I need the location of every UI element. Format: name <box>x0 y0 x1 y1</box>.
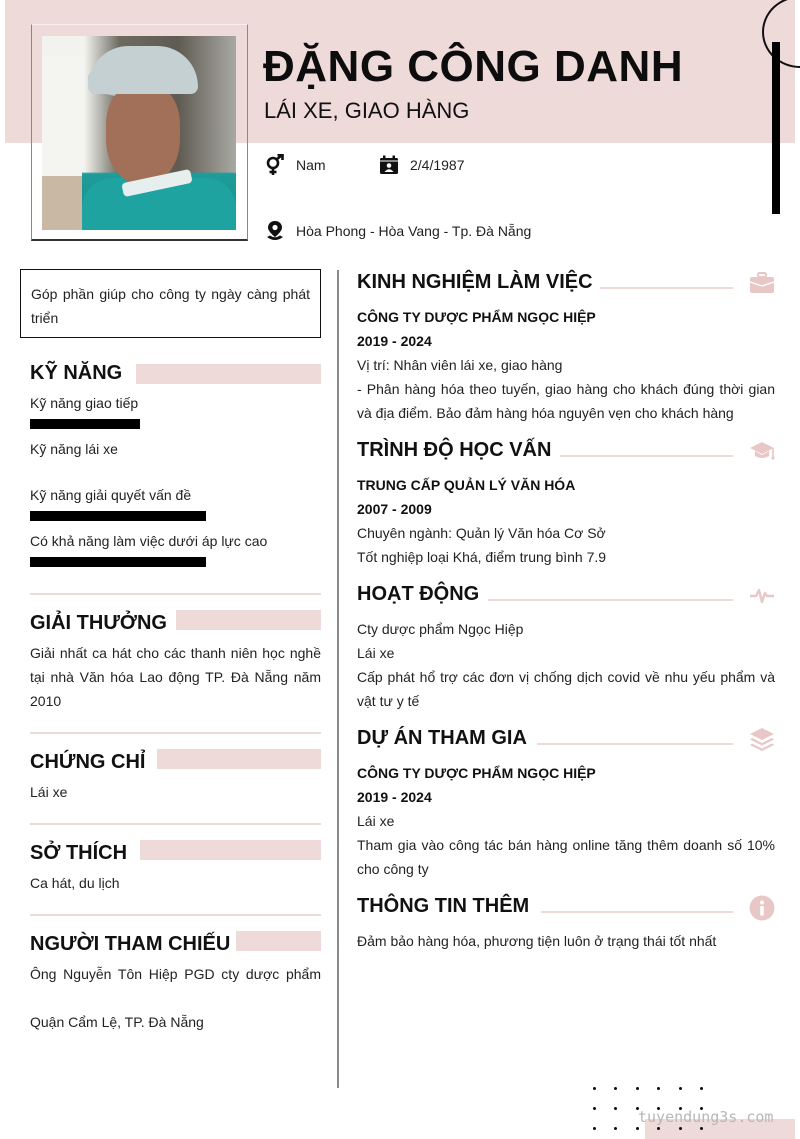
photo-building <box>42 176 82 230</box>
calendar-icon <box>378 154 400 176</box>
candidate-name: ĐẶNG CÔNG DANH <box>263 42 684 91</box>
section-line <box>537 743 733 745</box>
activities-title: HOẠT ĐỘNG <box>357 583 480 605</box>
experience-period: 2019 - 2024 <box>357 333 432 349</box>
photo-window <box>42 56 82 196</box>
education-school: TRUNG CẤP QUẢN LÝ VĂN HÓA <box>357 477 576 493</box>
education-section <box>357 439 775 569</box>
section-accent-bar <box>140 840 321 860</box>
additional-info-section <box>357 895 775 953</box>
skill-label: Kỹ năng giải quyết vấn đề <box>30 487 192 503</box>
section-divider <box>30 732 321 734</box>
experience-section <box>357 271 775 425</box>
dob-value: 2/4/1987 <box>410 157 465 173</box>
decorative-bar <box>772 42 780 214</box>
skills-title: KỸ NĂNG <box>30 362 123 384</box>
photo-cap <box>88 46 198 94</box>
address-info <box>264 220 531 242</box>
experience-description: - Phân hàng hóa theo tuyến, giao hàng cho khách đúng thời gian và địa điểm. Bảo đảm hàng hóa nguyên vẹn cho khách hàng <box>357 381 775 421</box>
activity-role: Lái xe <box>357 645 395 661</box>
avatar <box>42 36 236 230</box>
layers-icon <box>749 727 775 753</box>
references-title: NGƯỜI THAM CHIẾU <box>30 933 231 955</box>
info-icon <box>749 895 775 921</box>
project-description: Tham gia vào công tác bán hàng online tăng thêm doanh số 10% cho công ty <box>357 837 775 877</box>
projects-section <box>357 727 775 881</box>
reference-line-2: Quận Cẩm Lệ, TP. Đà Nẵng <box>30 1014 204 1030</box>
watermark: tuyendung3s.com <box>638 1108 774 1126</box>
activity-description: Cấp phát hổ trợ các đơn vị chống dịch covid về nhu yếu phẩm và vật tư y tế <box>357 669 775 709</box>
certificates-text: Lái xe <box>30 784 68 800</box>
section-line <box>541 911 733 913</box>
experience-company: CÔNG TY DƯỢC PHẨM NGỌC HIỆP <box>357 309 596 325</box>
dob-info <box>378 154 465 176</box>
skill-level-bar <box>30 511 206 521</box>
address-value: Hòa Phong - Hòa Vang - Tp. Đà Nẵng <box>296 223 532 239</box>
column-divider <box>337 270 339 1088</box>
references-section <box>30 933 321 1034</box>
section-line <box>600 287 733 289</box>
gender-info <box>264 154 326 176</box>
activity-org: Cty dược phẩm Ngọc Hiệp <box>357 621 524 637</box>
skills-section <box>30 362 321 567</box>
section-accent-bar <box>236 931 321 951</box>
section-accent-bar <box>176 610 321 630</box>
skill-label: Có khả năng làm việc dưới áp lực cao <box>30 533 268 549</box>
section-divider <box>30 593 321 595</box>
gender-value: Nam <box>296 157 326 173</box>
project-period: 2019 - 2024 <box>357 789 432 805</box>
heartbeat-icon <box>749 583 775 609</box>
project-role: Lái xe <box>357 813 395 829</box>
skill-item <box>30 393 321 429</box>
gender-icon <box>264 154 286 176</box>
skill-label: Kỹ năng lái xe <box>30 441 118 457</box>
project-company: CÔNG TY DƯỢC PHẨM NGỌC HIỆP <box>357 765 596 781</box>
education-result: Tốt nghiệp loại Khá, điểm trung bình 7.9 <box>357 549 607 565</box>
certificates-title: CHỨNG CHỈ <box>30 751 146 773</box>
section-line <box>560 455 733 457</box>
section-divider <box>30 823 321 825</box>
activities-section <box>357 583 775 713</box>
section-line <box>488 599 733 601</box>
skill-item <box>30 531 321 567</box>
hobbies-title: SỞ THÍCH <box>30 842 128 864</box>
skill-level-bar <box>30 419 140 429</box>
skill-label: Kỹ năng giao tiếp <box>30 395 139 411</box>
section-divider <box>30 914 321 916</box>
career-objective: Góp phần giúp cho công ty ngày càng phát triển <box>20 269 321 338</box>
experience-title: KINH NGHIỆM LÀM VIỆC <box>357 271 593 293</box>
awards-title: GIẢI THƯỞNG <box>30 612 167 634</box>
reference-line-1: Ông Nguyễn Tôn Hiệp PGD cty dược phẩm <box>30 966 321 982</box>
section-accent-bar <box>157 749 321 769</box>
awards-text: Giải nhất ca hát cho các thanh niên học nghề tại nhà Văn hóa Lao động TP. Đà Nẵng năm 2010 <box>30 645 321 709</box>
awards-section <box>30 612 321 713</box>
skill-item <box>30 485 321 521</box>
skill-item <box>30 439 321 459</box>
education-period: 2007 - 2009 <box>357 501 432 517</box>
education-title: TRÌNH ĐỘ HỌC VẤN <box>357 439 552 461</box>
additional-info-title: THÔNG TIN THÊM <box>357 895 530 917</box>
additional-info-text: Đảm bảo hàng hóa, phương tiện luôn ở trạng thái tốt nhất <box>357 933 717 949</box>
section-accent-bar <box>136 364 321 384</box>
certificates-section <box>30 751 321 804</box>
hobbies-text: Ca hát, du lịch <box>30 875 120 891</box>
graduation-cap-icon <box>749 439 775 465</box>
job-title: LÁI XE, GIAO HÀNG <box>264 98 470 123</box>
briefcase-icon <box>749 271 775 297</box>
projects-title: DỰ ÁN THAM GIA <box>357 727 527 749</box>
education-major: Chuyên ngành: Quản lý Văn hóa Cơ Sở <box>357 525 606 541</box>
photo-face <box>106 84 180 184</box>
experience-position: Vị trí: Nhân viên lái xe, giao hàng <box>357 357 563 373</box>
hobbies-section <box>30 842 321 895</box>
map-marker-icon <box>264 220 286 242</box>
skill-level-bar <box>30 557 206 567</box>
